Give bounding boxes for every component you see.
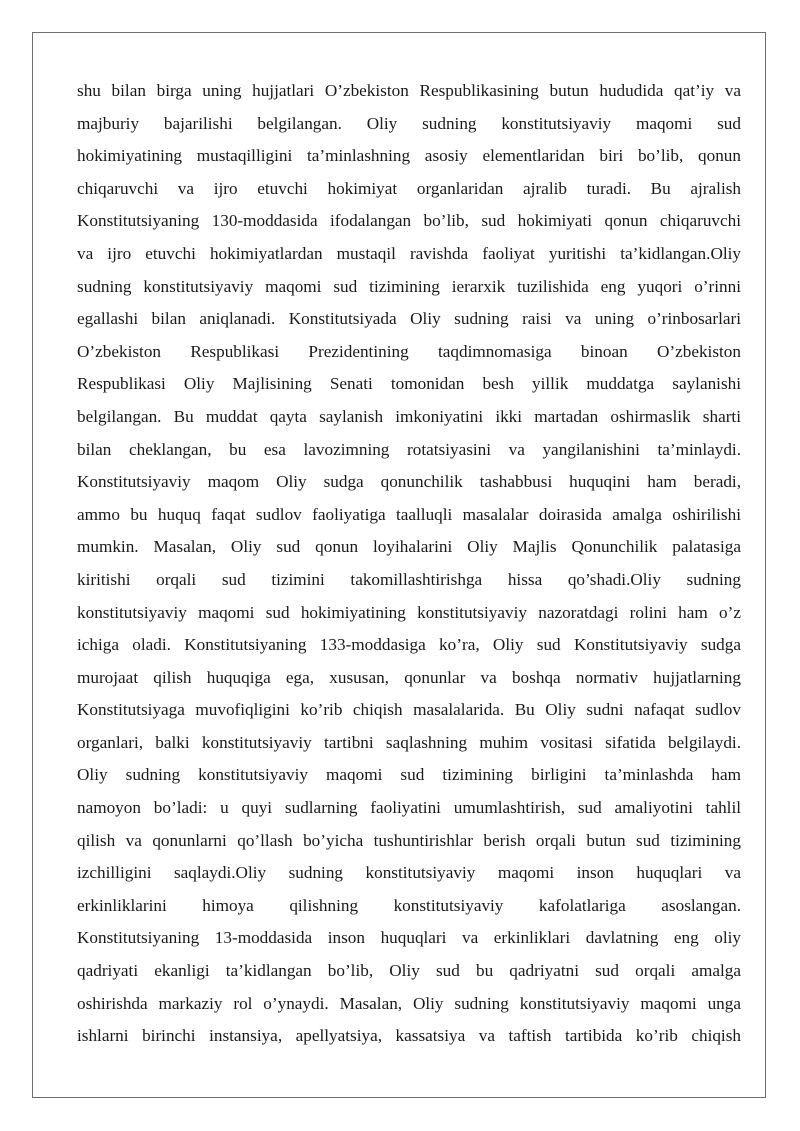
text-line: izchilligini saqlaydi.Oliy sudning konstitutsiyaviy maqomi inson huquqlari va	[77, 863, 741, 883]
text-line: bilan cheklangan, bu esa lavozimning rotatsiyasini va yangilanishini ta’minlaydi.	[77, 439, 741, 459]
text-line: va ijro etuvchi hokimiyatlardan mustaqil ravishda faoliyat yuritishi ta’kidlangan.Oliy	[77, 243, 741, 263]
text-line: O’zbekiston Respublikasi Prezidentining taqdimnomasiga binoan O’zbekiston	[77, 341, 741, 361]
text-line: ishlarni birinchi instansiya, apellyatsiya, kassatsiya va taftish tartibida ko’rib chiqish	[77, 1026, 741, 1046]
text-line: Konstitutsiyaviy maqom Oliy sudga qonunchilik tashabbusi huquqini ham beradi,	[77, 472, 741, 492]
text-line: oshirishda markaziy rol o’ynaydi. Masalan, Oliy sudning konstitutsiyaviy maqomi unga	[77, 993, 741, 1013]
body-text	[77, 75, 741, 1053]
text-line: sudning konstitutsiyaviy maqomi sud tizimining ierarxik tuzilishida eng yuqori o’rinni	[77, 276, 741, 296]
text-line: qilish va qonunlarni qo’llash bo’yicha tushuntirishlar berish orqali butun sud tizimining	[77, 830, 741, 850]
text-line: shu bilan birga uning hujjatlari O’zbekiston Respublikasining butun hududida qat’iy va	[77, 81, 741, 100]
text-line: konstitutsiyaviy maqomi sud hokimiyatining konstitutsiyaviy nazoratdagi rolini ham o’z	[77, 602, 741, 622]
text-line: murojaat qilish huquqiga ega, xususan, qonunlar va boshqa normativ hujjatlarning	[77, 667, 741, 687]
text-line: Konstitutsiyaning 13-moddasida inson huquqlari va erkinliklari davlatning eng oliy	[77, 928, 741, 948]
text-line: majburiy bajarilishi belgilangan. Oliy sudning konstitutsiyaviy maqomi sud	[77, 113, 741, 133]
text-line: ammo bu huquq faqat sudlov faoliyatiga taalluqli masalalar doirasida amalga oshirilishi	[77, 504, 741, 524]
text-line: Oliy sudning konstitutsiyaviy maqomi sud tizimining birligini ta’minlashda ham	[77, 765, 741, 785]
text-line: organlari, balki konstitutsiyaviy tartibni saqlashning muhim vositasi sifatida belgilaydi.	[77, 732, 741, 752]
text-line: Konstitutsiyaga muvofiqligini ko’rib chiqish masalalarida. Bu Oliy sudni nafaqat sudlov	[77, 700, 741, 720]
text-line: kiritishi orqali sud tizimini takomillashtirishga hissa qo’shadi.Oliy sudning	[77, 569, 741, 589]
text-line: Konstitutsiyaning 130-moddasida ifodalangan bo’lib, sud hokimiyati qonun chiqaruvchi	[77, 211, 741, 231]
text-line: belgilangan. Bu muddat qayta saylanish imkoniyatini ikki martadan oshirmaslik sharti	[77, 406, 741, 426]
text-line: ichiga oladi. Konstitutsiyaning 133-moddasiga ko’ra, Oliy sud Konstitutsiyaviy sudga	[77, 635, 741, 655]
text-line: Respublikasi Oliy Majlisining Senati tomonidan besh yillik muddatga saylanishi	[77, 374, 741, 394]
text-line: namoyon bo’ladi: u quyi sudlarning faoliyatini umumlashtirish, sud amaliyotini tahlil	[77, 798, 741, 818]
page-frame	[32, 32, 766, 1098]
text-line: egallashi bilan aniqlanadi. Konstitutsiyada Oliy sudning raisi va uning o’rinbosarlari	[77, 309, 741, 329]
text-line: hokimiyatining mustaqilligini ta’minlashning asosiy elementlaridan biri bo’lib, qonun	[77, 146, 741, 166]
text-line: qadriyati ekanligi ta’kidlangan bo’lib, Oliy sud bu qadriyatni sud orqali amalga	[77, 961, 741, 981]
text-line: erkinliklarini himoya qilishning konstitutsiyaviy kafolatlariga asoslangan.	[77, 895, 741, 915]
text-line: chiqaruvchi va ijro etuvchi hokimiyat organlaridan ajralib turadi. Bu ajralish	[77, 178, 741, 198]
text-line: mumkin. Masalan, Oliy sud qonun loyihalarini Oliy Majlis Qonunchilik palatasiga	[77, 537, 741, 557]
